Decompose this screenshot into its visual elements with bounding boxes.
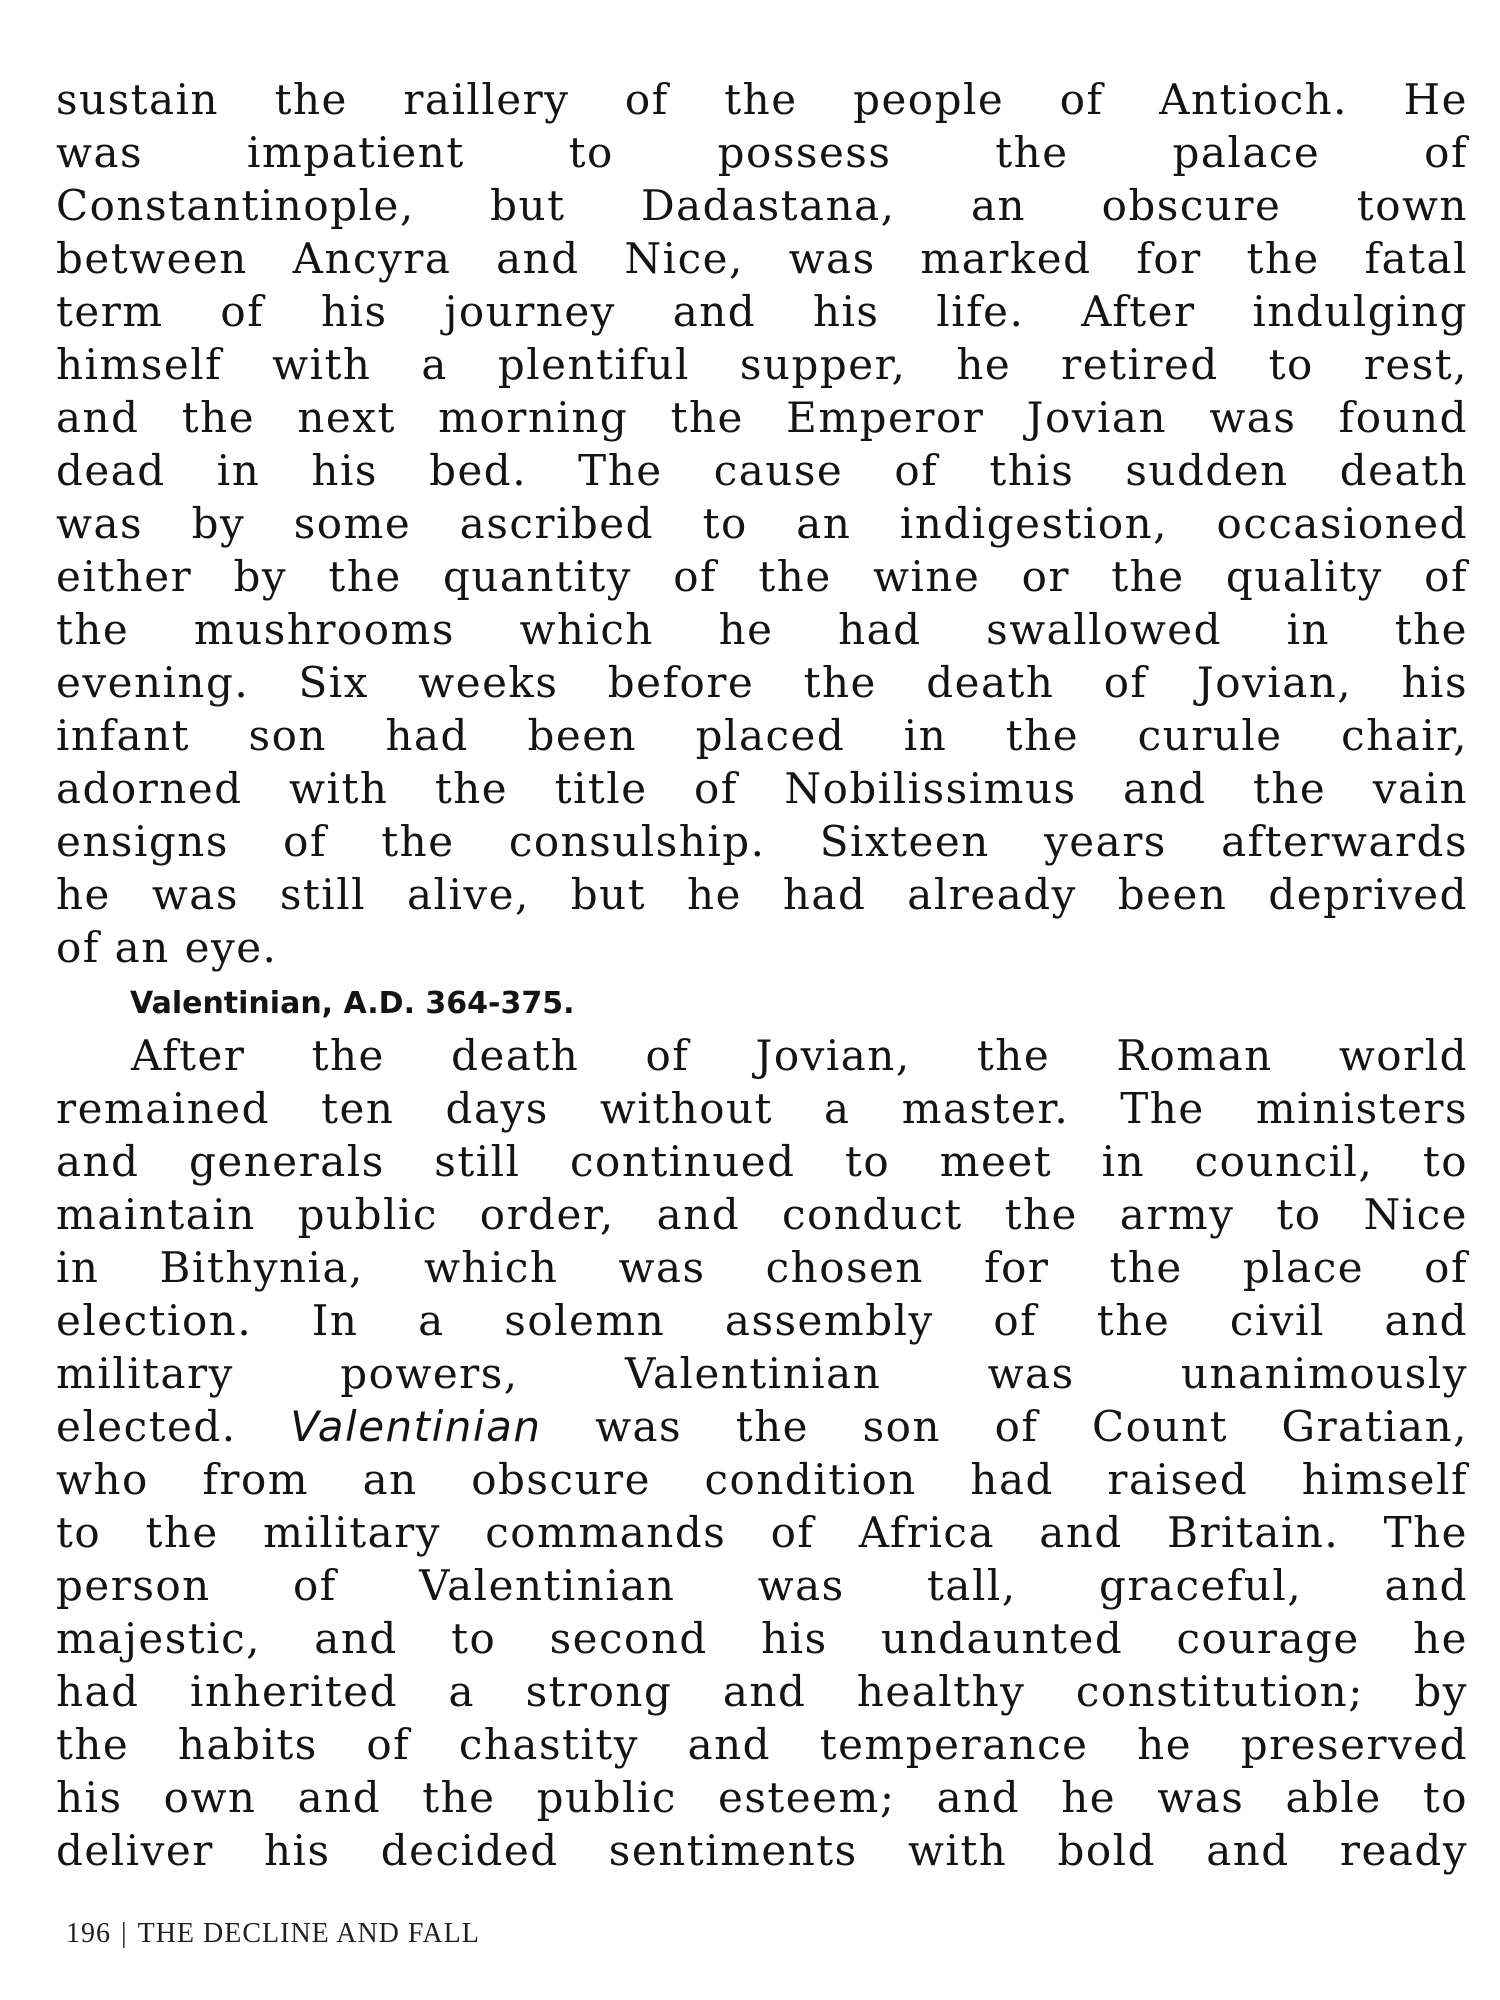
text-line: himself with a plentiful supper, he retired to rest, [56,340,1468,389]
text-line: had inherited a strong and healthy constitution; by [56,1667,1468,1716]
section-heading: Valentinian, A.D. 364-375. [130,986,575,1021]
text-line: majestic, and to second his undaunted courage he [56,1614,1468,1663]
page-footer [66,1918,480,1950]
text-line: ensigns of the consulship. Sixteen years afterwards [56,817,1468,866]
text-line: the mushrooms which he had swallowed in the [56,605,1468,654]
text-line: either by the quantity of the wine or the quality of [56,552,1468,601]
book-title: THE DECLINE AND FALL [137,1918,480,1949]
text-line: maintain public order, and conduct the army to Nice [56,1190,1468,1239]
text-segment: was the son of Count Gratian, [541,1402,1468,1451]
italic-name: Valentinian [290,1402,542,1451]
text-line: remained ten days without a master. The ministers [56,1084,1468,1133]
paragraph-valentinian [56,1029,1468,1877]
text-line: and generals still continued to meet in council, to [56,1137,1468,1186]
text-line: was by some ascribed to an indigestion, occasioned [56,499,1468,548]
page-number: 196 [66,1918,111,1949]
text-line: who from an obscure condition had raised himself [56,1455,1468,1504]
footer-separator: | [121,1918,128,1949]
text-line: person of Valentinian was tall, graceful, and [56,1561,1468,1610]
text-line: After the death of Jovian, the Roman world [131,1031,1468,1080]
text-line: deliver his decided sentiments with bold and ready [56,1826,1468,1875]
text-line: infant son had been placed in the curule chair, [56,711,1468,760]
text-line: election. In a solemn assembly of the civil and [56,1296,1468,1345]
text-line: was impatient to possess the palace of [56,128,1468,177]
text-line: in Bithynia, which was chosen for the place of [56,1243,1468,1292]
text-line: the habits of chastity and temperance he preserved [56,1720,1468,1769]
text-line: sustain the raillery of the people of Antioch. He [56,75,1468,124]
text-line: evening. Six weeks before the death of Jovian, his [56,658,1468,707]
text-line: to the military commands of Africa and Britain. The [56,1508,1468,1557]
text-line: dead in his bed. The cause of this sudden death [56,446,1468,495]
text-line: term of his journey and his life. After indulging [56,287,1468,336]
text-line: and the next morning the Emperor Jovian was found [56,393,1468,442]
paragraph-jovian-death [56,73,1468,974]
text-segment: elected. [56,1402,291,1451]
text-line: he was still alive, but he had already been deprived [56,870,1468,919]
text-line: of an eye. [56,923,278,972]
text-line-with-italic [56,1400,1468,1453]
text-line: between Ancyra and Nice, was marked for the fatal [56,234,1468,283]
text-line: Constantinople, but Dadastana, an obscure town [56,181,1468,230]
text-line: his own and the public esteem; and he was able to [56,1773,1468,1822]
text-line: military powers, Valentinian was unanimously [56,1349,1468,1398]
text-line: adorned with the title of Nobilissimus and the vain [56,764,1468,813]
